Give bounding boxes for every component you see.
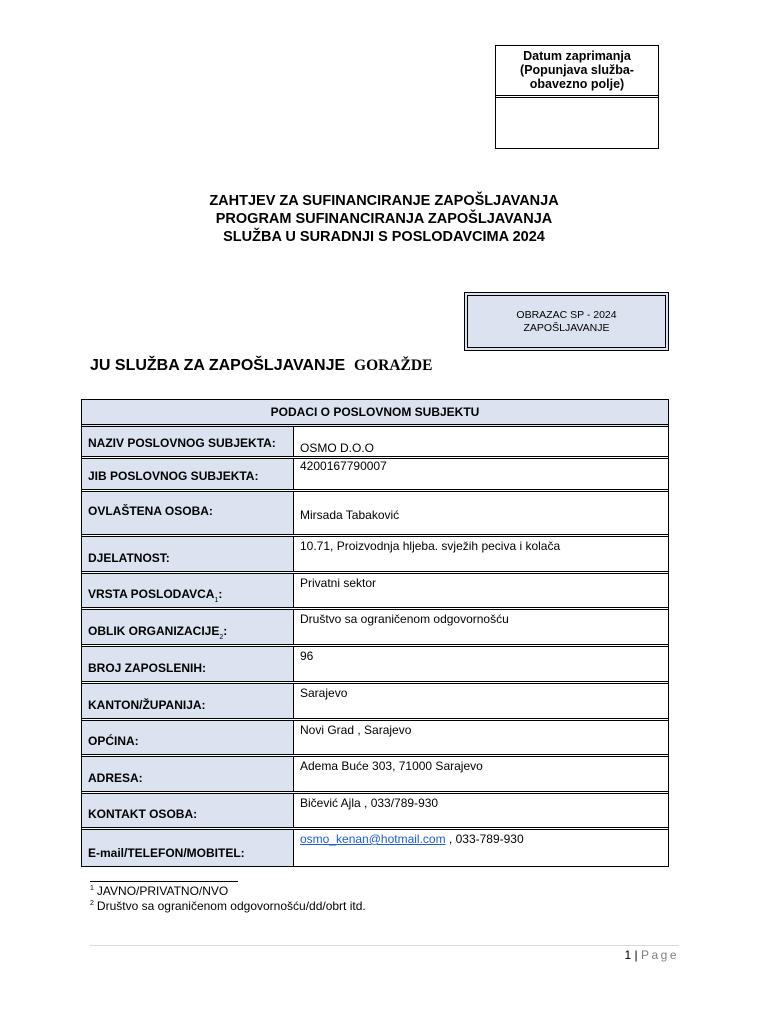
field-label: VRSTA POSLODAVCA 1 : bbox=[82, 574, 294, 607]
receipt-line-3: obavezno polje) bbox=[529, 77, 625, 91]
field-label: KONTAKT OSOBA: bbox=[82, 794, 294, 827]
field-label: OPĆINA: bbox=[82, 721, 294, 754]
field-label: JIB POSLOVNOG SUBJEKTA: bbox=[82, 459, 294, 489]
field-value[interactable] bbox=[294, 794, 668, 827]
field-value[interactable] bbox=[294, 537, 668, 571]
field-label: DJELATNOST: bbox=[82, 537, 294, 571]
form-code-box bbox=[464, 292, 669, 351]
table-row bbox=[82, 647, 668, 684]
table-row bbox=[82, 721, 668, 757]
field-value-text: 4200167790007 bbox=[300, 459, 387, 473]
field-value-text: Društvo sa ograničenom odgovornošću bbox=[300, 612, 509, 626]
field-value[interactable] bbox=[294, 721, 668, 754]
field-value-text: 10.71, Proizvodnja hljeba. svježih peciva i kolača bbox=[300, 539, 561, 553]
table-row bbox=[82, 610, 668, 647]
form-code-line-2: ZAPOŠLJAVANJE bbox=[523, 321, 610, 334]
field-value[interactable] bbox=[294, 492, 668, 534]
field-value[interactable] bbox=[294, 647, 668, 681]
field-value[interactable] bbox=[294, 684, 668, 718]
page-footer bbox=[560, 948, 679, 962]
field-value-text: Adema Buće 303, 71000 Sarajevo bbox=[300, 759, 483, 773]
field-value-text: Bičević Ajla , 033/789-930 bbox=[300, 796, 439, 810]
table-row bbox=[82, 574, 668, 610]
phone-value: , 033-789-930 bbox=[445, 832, 524, 846]
form-code-line-1: OBRAZAC SP - 2024 bbox=[516, 308, 617, 321]
footnotes bbox=[90, 884, 366, 914]
footer-rule bbox=[90, 945, 679, 946]
field-value[interactable] bbox=[294, 757, 668, 791]
document-title bbox=[0, 192, 768, 246]
email-link[interactable]: osmo_kenan@hotmail.com bbox=[300, 832, 446, 846]
field-label: ADRESA: bbox=[82, 757, 294, 791]
page-number: 1 bbox=[624, 948, 632, 962]
receipt-line-1: Datum zaprimanja bbox=[523, 49, 631, 63]
field-label-suffix: : bbox=[218, 587, 223, 601]
field-value-text: 96 bbox=[300, 649, 314, 663]
table-row bbox=[82, 684, 668, 721]
footnote-mark-2: 2 bbox=[90, 900, 94, 907]
field-label: OBLIK ORGANIZACIJE 2 : bbox=[82, 610, 294, 644]
page-label: Page bbox=[640, 948, 679, 962]
table-row bbox=[82, 537, 668, 574]
title-line-2: PROGRAM SUFINANCIRANJA ZAPOŠLJAVANJA bbox=[215, 211, 553, 227]
footnote-2 bbox=[90, 899, 366, 914]
field-value[interactable] bbox=[294, 574, 668, 607]
field-label: KANTON/ŽUPANIJA: bbox=[82, 684, 294, 718]
page-separator: | bbox=[634, 948, 638, 962]
field-label: NAZIV POSLOVNOG SUBJEKTA: bbox=[82, 427, 294, 456]
agency-city: GORAŽDE bbox=[354, 357, 433, 374]
receipt-date-field[interactable] bbox=[496, 98, 658, 146]
table-row bbox=[82, 427, 668, 459]
table-header: PODACI O POSLOVNOM SUBJEKTU bbox=[82, 400, 668, 427]
table-row bbox=[82, 459, 668, 492]
field-value-text: Sarajevo bbox=[300, 686, 348, 700]
table-row bbox=[82, 794, 668, 830]
footnote-text-2: Društvo sa ograničenom odgovornošću/dd/obrt itd. bbox=[96, 899, 366, 913]
field-label: E-mail/TELEFON/MOBITEL: bbox=[82, 830, 294, 866]
footnote-separator bbox=[90, 881, 238, 882]
field-label-suffix: : bbox=[223, 624, 228, 638]
field-value-text: Mirsada Tabaković bbox=[300, 508, 400, 522]
field-value-text: OSMO D.O.O bbox=[300, 441, 375, 455]
agency-name: JU SLUŽBA ZA ZAPOŠLJAVANJE bbox=[90, 357, 346, 374]
business-info-table bbox=[81, 399, 669, 867]
footnote-1 bbox=[90, 884, 366, 899]
table-row bbox=[82, 757, 668, 794]
field-label: BROJ ZAPOSLENIH: bbox=[82, 647, 294, 681]
field-value bbox=[294, 830, 668, 866]
agency-heading bbox=[90, 357, 432, 375]
table-row bbox=[82, 492, 668, 537]
receipt-date-header bbox=[496, 46, 658, 98]
footnote-mark-1: 1 bbox=[90, 885, 94, 892]
field-value-text: Novi Grad , Sarajevo bbox=[300, 723, 412, 737]
receipt-line-2: (Popunjava služba- bbox=[520, 63, 634, 77]
footnote-text-1: JAVNO/PRIVATNO/NVO bbox=[96, 884, 229, 898]
field-label-text: OBLIK ORGANIZACIJE bbox=[88, 624, 220, 638]
receipt-date-box bbox=[495, 45, 659, 149]
field-label: OVLAŠTENA OSOBA: bbox=[82, 492, 294, 534]
title-line-3: SLUŽBA U SURADNJI S POSLODAVCIMA 2024 bbox=[223, 229, 545, 245]
table-row bbox=[82, 830, 668, 866]
field-value[interactable] bbox=[294, 459, 668, 489]
field-value[interactable] bbox=[294, 610, 668, 644]
title-line-1: ZAHTJEV ZA SUFINANCIRANJE ZAPOŠLJAVANJA bbox=[209, 193, 559, 209]
field-label-text: VRSTA POSLODAVCA bbox=[88, 587, 215, 601]
field-value-text: Privatni sektor bbox=[300, 576, 377, 590]
field-value[interactable] bbox=[294, 427, 668, 456]
